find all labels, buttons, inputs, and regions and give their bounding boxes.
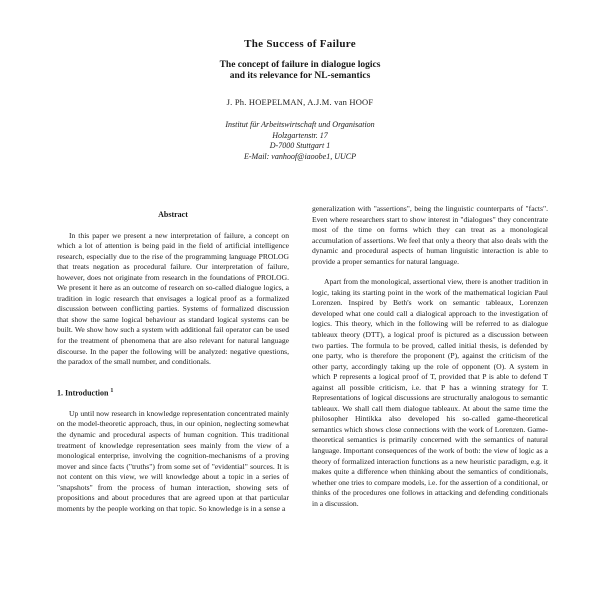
affiliation-institute: Institut für Arbeitswirtschaft und Organisation — [225, 120, 375, 129]
left-column — [57, 210, 289, 524]
section-heading — [57, 386, 289, 399]
paper-subtitle — [0, 60, 600, 82]
affiliation-email: E-Mail: vanhoof@iaoobe1, UUCP — [243, 151, 356, 161]
paper-title: The Success of Failure — [244, 38, 356, 50]
subtitle-line-1: The concept of failure in dialogue logics — [219, 60, 381, 70]
subtitle-line-2: and its relevance for NL-semantics — [229, 71, 371, 81]
affiliation — [0, 120, 600, 162]
right-column — [312, 204, 548, 519]
abstract-text: In this paper we present a new interpretation of failure, a concept on which a lot of attention is being paid in the field of artificial intelligence research, especially due to the rise of the programming language PROLOG that treats negation as procedural failure. Our interpretation of failure, however, does not originate from research in the foundations of PROLOG. We present it here as an outcome of research on so-called dialogue logics, a tradition in logic research that envisages a logical proof as a formalized discussion between conflicting parties. Systems of formalized discussion that show the same logical behaviour as standard logical systems can be built. We show how such a system with additional fail operator can be used for the treatment of phenomena that are also relevant for natural language discourse. In the paper the following will be analyzed: negative questions, the paradox of the small number, and conditionals. — [57, 230, 289, 367]
footnote-mark: 1 — [110, 387, 114, 394]
authors: J. Ph. HOEPELMAN, A.J.M. van HOOF — [226, 97, 374, 107]
section-title: 1. Introduction — [57, 388, 109, 398]
right-paragraph-1: generalization with "assertions", being the linguistic counterparts of "facts". Even where researchers start to show interest in "dialogues" they concentrate most of the time on forms which they can treat as a monological accumulation of assertions. We feel that only a theory that also deals with the dynamic and procedural aspects of human linguistic interaction is able to provide a proper semantics for natural language. — [312, 204, 548, 266]
affiliation-street: Holzgartenstr. 17 — [272, 130, 328, 140]
abstract-heading: Abstract — [158, 210, 188, 219]
right-paragraph-2: Apart from the monological, assertional view, there is another tradition in logic, taking its starting point in the work of the mathematical logician Paul Lorenzen. Inspired by Beth's work on semantic tableaux, Lorenzen developed what one could call a dialogical approach to the investigation of logics. This theory, which in the following will be referred to as dialogue tableaux theory (DTT), a logical proof is pictured as a discussion between two parties. The formula to be proved, called initial thesis, is defended by one party, who is therefore the proponent (P), against the criticism of the other party, accordingly taking up the role of opponent (O). A system in which P represents a logical proof of T, provided that P is able to defend T against all possible criticism, i.e. that P has a winning strategy for T. Representations of logical discussions are structurally analogous to semantic tableaux. We shall call them dialogue tableaux. At about the same time the philosopher Hintikka also developed his so-called game-theoretical semantics which shows close connections with the work of Lorenzen. Game-theoretical semantics is primarily concerned with the semantics of natural language. Important consequences of the work of both: the view of logic as a theory of formalized interaction functions as a new heuristic paradigm, e.g. it makes quite a difference when thinking about the semantics of conditionals, whether one tries to compare models, i.e. for the assertion of a conditional, or thinks of the procedures one follows in attacking and defending conditionals in a discussion. — [312, 277, 548, 508]
affiliation-city: D-7000 Stuttgart 1 — [269, 141, 331, 150]
introduction-text: Up until now research in knowledge representation concentrated mainly on the model-theoretic approach, thus, in our opinion, neglecting somewhat the dynamic and procedural aspects of human cognition. This traditional treatment of knowledge representation sees mainly from the view of a monological enterprise, involving the cognition-mechanisms of a proving mover and since facts ("truths") from some set of "evidential" sources. It is not content on this view, we will knowledge about a topic in a series of "snapshots" from the process of human interaction, showing sets of propositions and about procedures that are agreed upon at that particular moments by the people working on that topic. So knowledge is in a sense a — [57, 408, 289, 513]
